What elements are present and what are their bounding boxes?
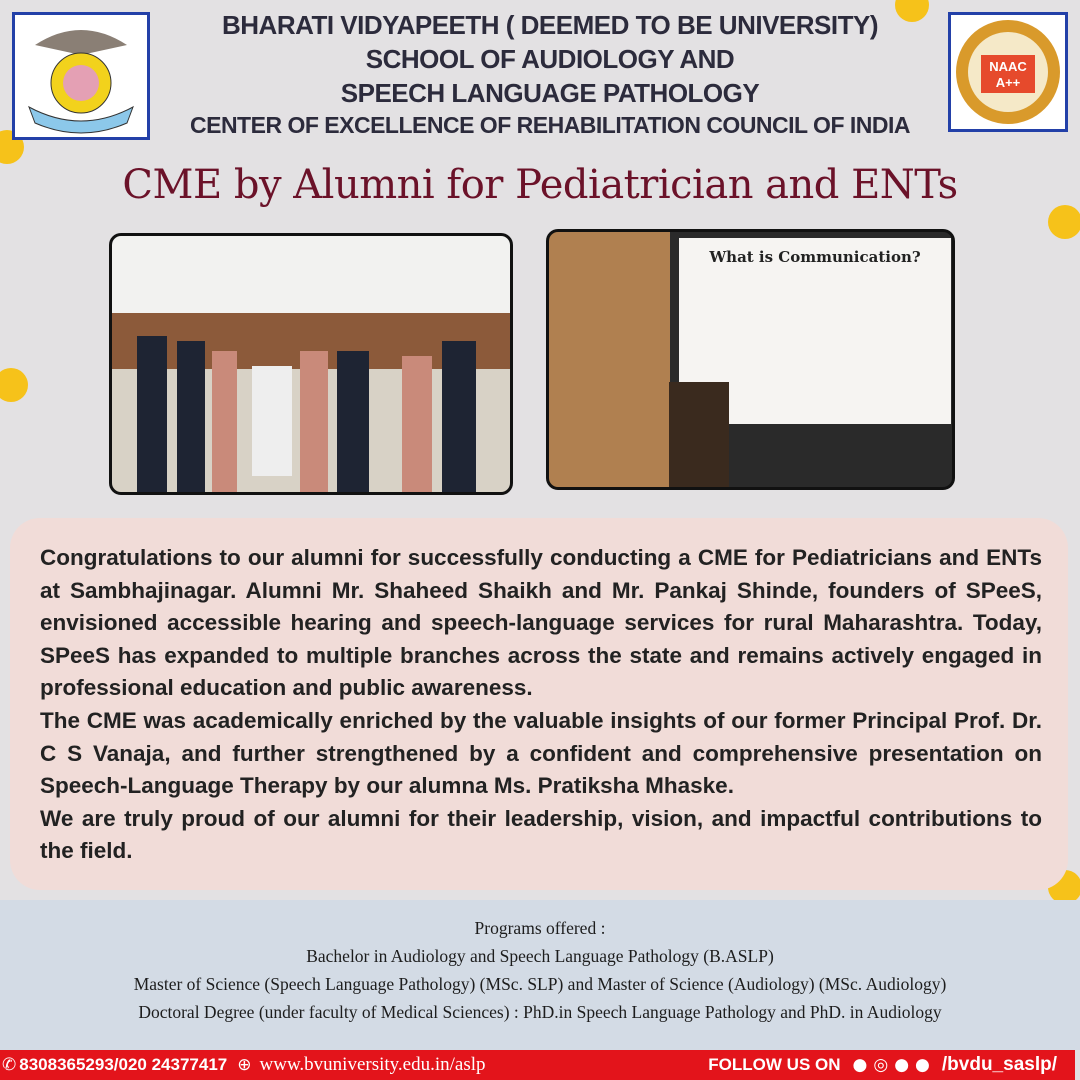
paragraph-1: Congratulations to our alumni for successfully conducting a CME for Pediatricians and ENTs at Sambhajinagar. Alumni Mr. Shaheed Shaikh and Mr. Pankaj Shinde, founders of SPeeS, envisioned accessible hearing and speech-language services for rural Maharashtra. Today, SPeeS has expanded to multiple branches across the state and remains actively engaged in professional education and public awareness.	[40, 545, 1042, 701]
flower-decoration	[0, 368, 28, 402]
program-item: Master of Science (Speech Language Pathology) (MSc. SLP) and Master of Science (Audiology) (MSc. Audiology)	[133, 974, 947, 994]
naac-text: NAAC	[989, 59, 1027, 74]
linkedin-icon[interactable]: ●	[915, 1055, 930, 1075]
programs-heading: Programs offered :	[474, 918, 606, 938]
header-line-1: BHARATI VIDYAPEETH ( DEEMED TO BE UNIVERSITY)	[222, 10, 878, 40]
globe-icon: ⊕	[237, 1055, 252, 1075]
paragraph-3: We are truly proud of our alumni for their leadership, vision, and impactful contributions to the field.	[40, 805, 1042, 864]
paragraph-2: The CME was academically enriched by the valuable insights of our former Principal Prof. Dr. C S Vanaja, and further strengthened by a confident and comprehensive presentation on Speech-Language Therapy by our alumna Ms. Pratiksha Mhaske.	[40, 707, 1042, 799]
footer-bar	[0, 1050, 1075, 1080]
website-link[interactable]: www.bvuniversity.edu.in/aslp	[259, 1054, 486, 1075]
social-handle[interactable]: /bvdu_saslp/	[941, 1054, 1057, 1075]
presentation-photo	[546, 229, 955, 490]
page-title: CME by Alumni for Pediatrician and ENTs	[122, 162, 958, 208]
twitter-icon[interactable]: ●	[894, 1055, 910, 1075]
speaker-podium	[669, 382, 729, 490]
flower-decoration	[1048, 205, 1080, 239]
naac-grade: A++	[995, 75, 1021, 90]
instagram-icon[interactable]: ◎	[873, 1055, 889, 1075]
facebook-icon[interactable]: ●	[852, 1055, 868, 1075]
program-item: Bachelor in Audiology and Speech Language Pathology (B.ASLP)	[306, 946, 774, 966]
group-photo	[109, 233, 513, 495]
naac-logo	[948, 12, 1068, 132]
programs-section	[0, 900, 1080, 1050]
description-box	[10, 518, 1068, 890]
follow-label: FOLLOW US ON	[708, 1055, 841, 1074]
phone-number[interactable]: 8308365293/020 24377417	[19, 1055, 228, 1074]
header-line-2: SCHOOL OF AUDIOLOGY AND	[365, 44, 735, 74]
slide-title: What is Communication?	[709, 248, 921, 266]
program-item: Doctoral Degree (under faculty of Medical Sciences) : PhD.in Speech Language Pathology and PhD. in Audiology	[138, 1002, 942, 1022]
header-line-4: CENTER OF EXCELLENCE OF REHABILITATION COUNCIL OF INDIA	[190, 112, 910, 138]
header-line-3: SPEECH LANGUAGE PATHOLOGY	[340, 78, 760, 108]
phone-icon: ✆	[2, 1055, 17, 1075]
university-logo	[12, 12, 150, 140]
